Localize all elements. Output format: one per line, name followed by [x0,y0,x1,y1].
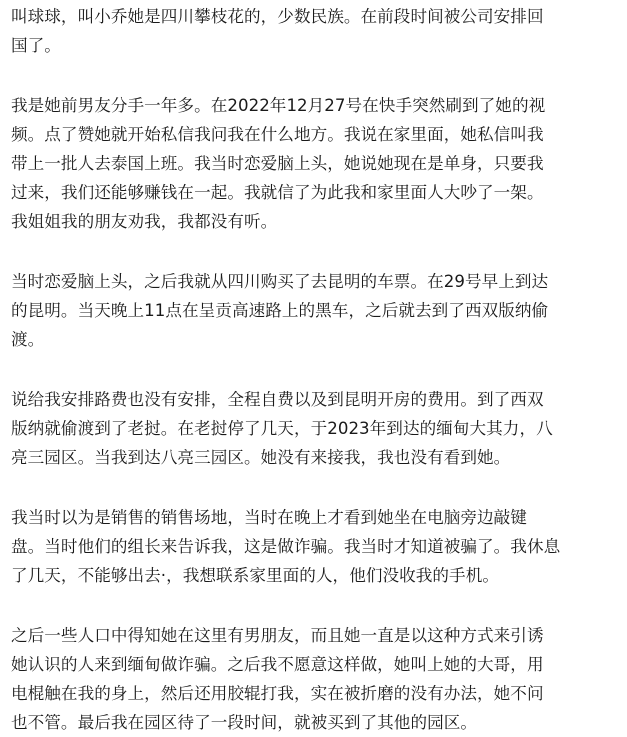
text-line: 频。点了赞她就开始私信我问我在什么地方。我说在家里面，她私信叫我 [11,125,544,144]
paragraph-1 [11,2,617,60]
paragraph-4 [11,385,617,472]
text-line: 过来，我们还能够赚钱在一起。我就信了为此我和家里面人大吵了一架。 [11,183,544,202]
text-line: 带上一批人去泰国上班。我当时恋爱脑上头，她说她现在是单身，只要我 [11,154,544,173]
text-line: 当时恋爱脑上头，之后我就从四川购买了去昆明的车票。在29号早上到达 [11,272,549,291]
text-line: 渡。 [11,330,45,349]
text-line: 盘。当时他们的组长来告诉我，这是做诈骗。我当时才知道被骗了。我休息 [11,537,561,556]
text-line: 她认识的人来到缅甸做诈骗。之后我不愿意这样做，她叫上她的大哥，用 [11,655,544,674]
paragraph-2 [11,91,617,236]
paragraph-5 [11,503,617,590]
paragraph-3 [11,267,617,354]
text-line: 亮三园区。当我到达八亮三园区。她没有来接我，我也没有看到她。 [11,448,511,467]
text-line: 版纳就偷渡到了老挝。在老挝停了几天，于2023年到达的缅甸大其力，八 [11,419,553,438]
text-line: 叫球球，叫小乔她是四川攀枝花的，少数民族。在前段时间被公司安排回 [11,7,544,26]
paragraph-6 [11,621,617,737]
text-line: 我当时以为是销售的销售场地，当时在晚上才看到她坐在电脑旁边敲键 [11,508,527,527]
text-line: 我姐姐我的朋友劝我，我都没有听。 [11,212,278,231]
text-line: 国了。 [11,36,61,55]
text-line: 电棍触在我的身上，然后还用胶辊打我，实在被折磨的没有办法，她不问 [11,684,544,703]
text-line: 也不管。最后我在园区待了一段时间，就被买到了其他的园区。 [11,713,478,732]
text-line: 的昆明。当天晚上11点在呈贡高速路上的黑车，之后就去到了西双版纳偷 [11,301,549,320]
text-line: 之后一些人口中得知她在这里有男朋友，而且她一直是以这种方式来引诱 [11,626,544,645]
text-line: 我是她前男友分手一年多。在2022年12月27号在快手突然刷到了她的视 [11,96,546,115]
text-line: 说给我安排路费也没有安排，全程自费以及到昆明开房的费用。到了西双 [11,390,544,409]
text-line: 了几天，不能够出去·，我想联系家里面的人，他们没收我的手机。 [11,566,499,585]
